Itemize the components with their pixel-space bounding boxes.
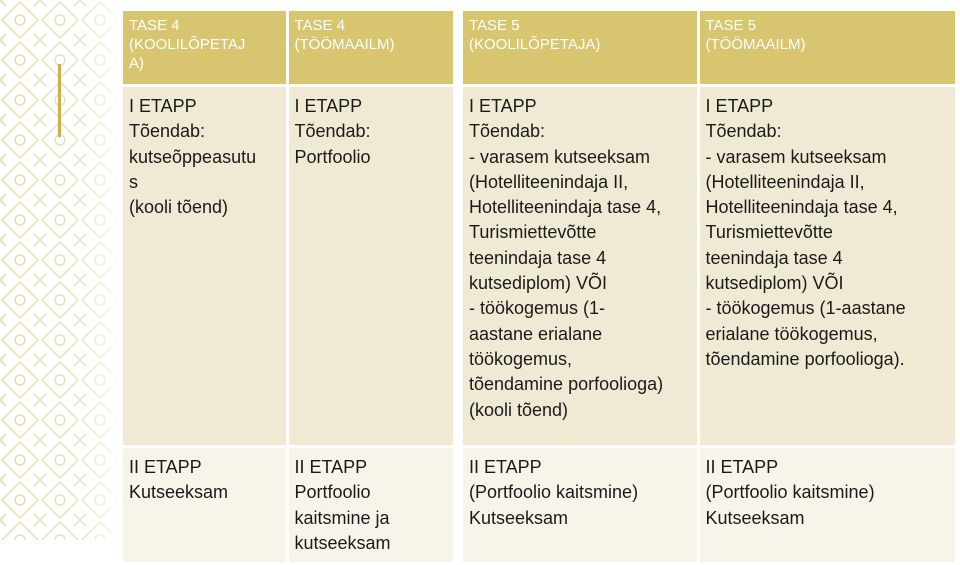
header-tase4-toomaailm: TASE 4 (TÖÖMAAILM) xyxy=(287,11,458,86)
table-cell: II ETAPP Portfoolio kaitsmine ja kutseeksam xyxy=(287,447,458,564)
table-cell: I ETAPP Tõendab: Portfoolio xyxy=(287,86,458,447)
table-cell: I ETAPP Tõendab: - varasem kutseeksam (Hotelliteenindaja II, Hotelliteenindaja tase 4, Turismiettevõtte teenindaja tase 4 kutsediplom) VÕI - töökogemus (1- aastane erialane töökogemus, tõendamine porfoolioga) (kooli tõend) xyxy=(458,86,698,447)
header-tase5-toomaailm: TASE 5 (TÖÖMAAILM) xyxy=(698,11,955,86)
comparison-table xyxy=(123,11,955,565)
table-cell: I ETAPP Tõendab: kutseõppeasutu s (kooli tõend) xyxy=(123,86,287,447)
header-tase5-koolilopetaja: TASE 5 (KOOLILÕPETAJA) xyxy=(458,11,698,86)
table-cell: II ETAPP (Portfoolio kaitsmine) Kutseeksam xyxy=(698,447,955,564)
table-row-etapp-2 xyxy=(123,447,955,564)
table-cell: II ETAPP Kutseeksam xyxy=(123,447,287,564)
header-tase4-koolilopetaja: TASE 4 (KOOLILÕPETAJ A) xyxy=(123,11,287,86)
table-cell: II ETAPP (Portfoolio kaitsmine) Kutseeksam xyxy=(458,447,698,564)
table-row-etapp-1 xyxy=(123,86,955,447)
accent-bar xyxy=(58,64,61,137)
table-cell: I ETAPP Tõendab: - varasem kutseeksam (Hotelliteenindaja II, Hotelliteenindaja tase 4, Turismiettevõtte teenindaja tase 4 kutsediplom) VÕI - töökogemus (1-aastane erialane töökogemus, tõendamine porfoolioga). xyxy=(698,86,955,447)
table-header-row xyxy=(123,11,955,86)
